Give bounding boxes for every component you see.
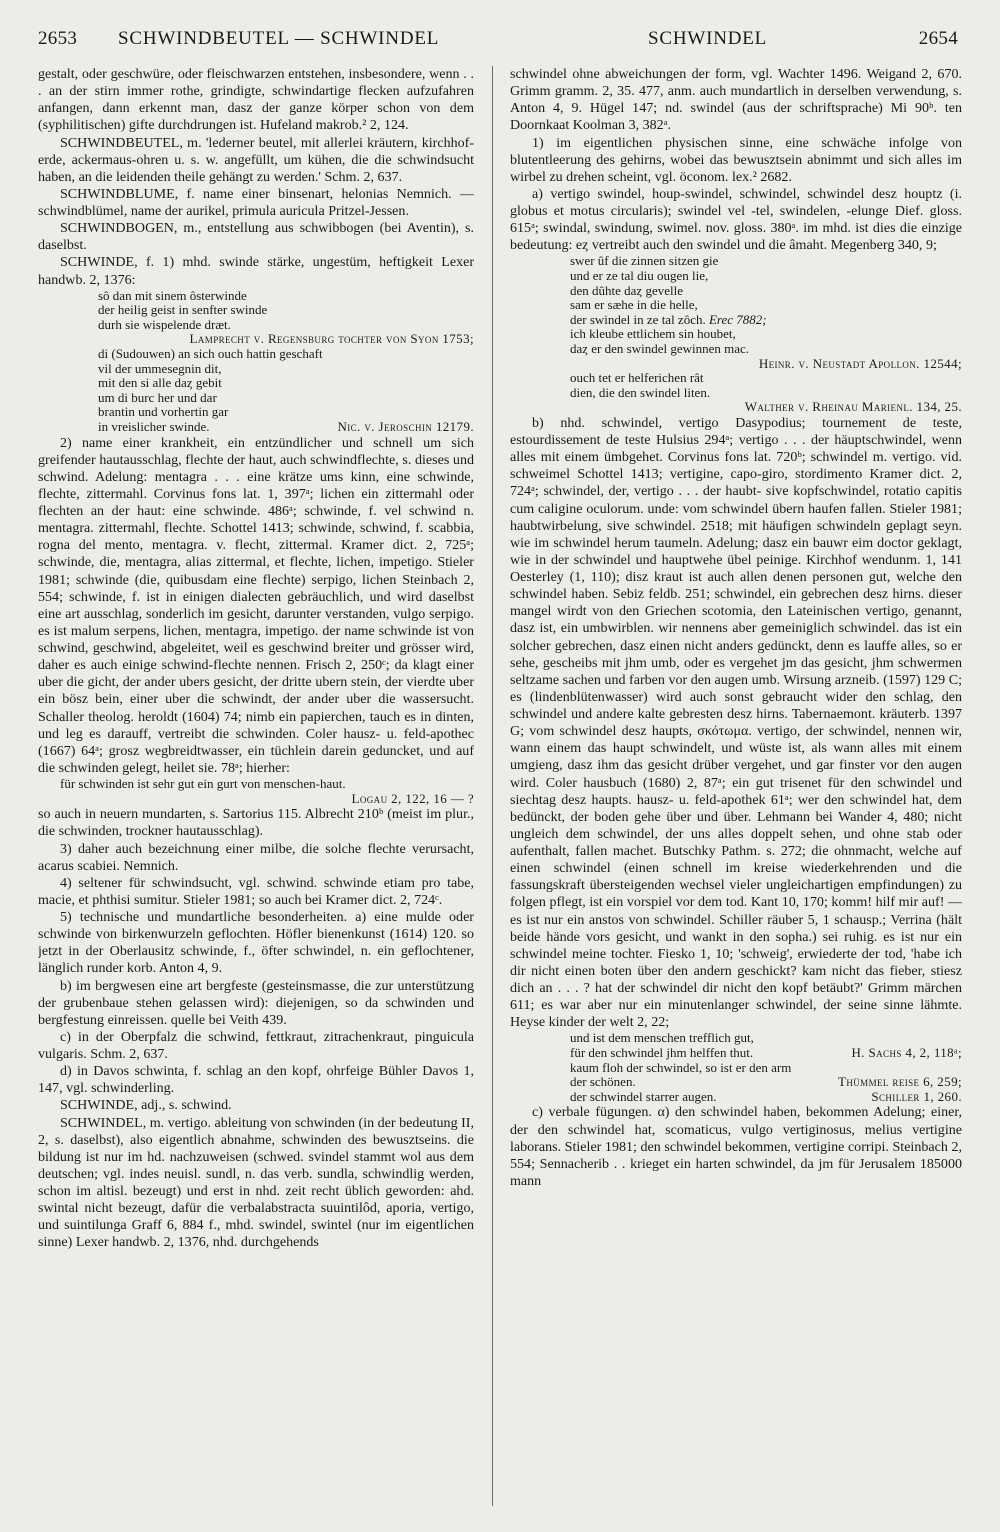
verse-line: ouch tet er helferichen rât: [570, 370, 704, 386]
verse-source: Nic. v. Jeroschin 12179.: [337, 418, 474, 434]
paragraph: schwindel ohne abweichungen der form, vgl. Wachter 1496. Weigand 2, 670. Grimm gramm. 2, 35. 477, anm. auch mundartlich in derselben verwendung, s. Anton 4, 9. Hügel 147; nd. swindel (aus der schriftsprache) Mi 90ᵇ. ten Doornkaat Koolman 3, 382ᵃ.: [510, 66, 962, 134]
verse-line: um di burc her und dar: [98, 389, 217, 405]
definition-5d: d) in Davos schwinta, f. schlag an den kopf, ohrfeige Bühler Davos 1, 147, vgl. schwinderling.: [38, 1063, 474, 1097]
verse-quote: [510, 254, 962, 327]
verse-source: Lamprecht v. Regensburg tochter von Syon 1753;: [189, 331, 474, 347]
definition-5c: c) in der Oberpfalz die schwind, fettkraut, zitrachenkraut, pinguicula vulgaris. Schm. 2, 637.: [38, 1028, 474, 1062]
verse-line: [98, 420, 474, 435]
verse-line: [570, 313, 962, 328]
running-title-right: SCHWINDEL: [648, 28, 768, 49]
verse-quote: [510, 1031, 962, 1104]
definition-2: 2) name einer krankheit, ein entzündlicher und schnell um sich greifender hautausschlag, flechte der haut, auch schwindflechte, s. dieses und schwind. Adelung: mentagra . . . eine krätze ums kinn, eine schwinde, flechte, zittermahl. Corvinus fons lat. 1, 397ᵃ; lichen ein zittermahl oder flechten an der haut: eine schwinde. 486ᵃ; schwinde, f. vel schwind n. mentagra. zittermahl, flechte. Schottel 1413; schwinde, schwind, f. scabbia, rogna del mento, mentagra. v. flecht, zittermal. Kramer dict. 2, 725ᵃ; schwinde, die, mentagra, alias zittermal, et flechte, lichen, impetigo. Stieler 1981; schwinde (die, quibusdam eine flechte) serpigo, lichen Steinbach 2, 554; schwinde, f. ist in einigen dialecten gebräuchlich, und wird daselbst eine art ausschlag, sonderlich im gesicht, darunter verstanden, vulgo serpigo. es ist malum serpens, lichen, mentagra, impetigo. der name schwinde ist von schwind, geschwind, abgeleitet, weil es geschwind breiter und grösser wird, daher es auch einige schwind-flechte nennen. Frisch 2, 250ᶜ; da klagt einer uber die gicht, der ander ubers gesicht, der dritte ubern stein, der vierdte uber ein bösz bein, einer uber die schwindt, der ander uber die wassersucht. Schaller theolog. heroldt (1604) 74; nimb ein papierchen, tauch es in dinten, und leg es darauff, vertreibt die schwinden. Coler hausz- u. feld-apothec (1667) 64ᵃ; grosz wegbreidtwasser, ein tüchlein darein geduncket, und auf die schwinden gelegt, heilet sie. 78ᵃ; hierher:: [38, 434, 474, 776]
verse-quote: [510, 371, 962, 415]
entry-schwindbogen: SCHWINDBOGEN, m., entstellung aus schwibbogen (bei Aventin), s. daselbst.: [38, 220, 474, 254]
verse-text: der schönen.: [570, 1074, 636, 1090]
definition-1c: c) verbale fügungen. α) den schwindel haben, bekommen Adelung; einer, der den schwindel hat, scomaticus, vulgo vertiginosus, melius vertigine laborans. Stieler 1981; den schwindel bekommen, vertigine corripi. Steinbach 2, 554; Sennacherib . . krieget ein harten schwindel, da jm für Jerusalem 185000 mann: [510, 1104, 962, 1189]
verse-text: für den schwindel jhm helffen thut.: [570, 1045, 754, 1060]
definition-5a: 5) technische und mundartliche besonderheiten. a) eine mulde oder schwinde von birkenwurzeln geflochten. Höfler bienenkunst (1614) 120. so jetzt in der Oberlausitz schwinde, f., öfter schwindel, n. ein geflochtener, länglich runder korb. Anton 4, 9.: [38, 909, 474, 977]
verse-source: Heinr. v. Neustadt Apollon. 12544;: [758, 355, 962, 371]
running-title-left: SCHWINDBEUTEL — SCHWINDEL: [118, 28, 440, 49]
verse-line: kaum floh der schwindel, so ist er den arm: [570, 1059, 792, 1075]
verse-line: ich kleube ettlichem sin houbet,: [570, 326, 736, 342]
verse-line: den dûhte daȥ gevelle: [570, 282, 683, 298]
definition-5b: b) im bergwesen eine art bergfeste (gesteinsmasse, die zur unterstützung der grubenbaue stehen gelassen wird): diejenigen, so da schwinden und bergfestung einreissen. quelle bei Veith 439.: [38, 977, 474, 1028]
entry-schwindblume: SCHWINDBLUME, f. name einer binsenart, helonias Nemnich. — schwindblümel, name der aurikel, primula auricula Pritzel-Jessen.: [38, 185, 474, 219]
paragraph: so auch in neuern mundarten, s. Sartorius 115. Albrecht 210ᵇ (meist im plur., die schwinden, trockner hautausschlag).: [38, 806, 474, 840]
verse-line: durh sie wispelende dræt.: [98, 316, 231, 332]
verse-line: sam er sæhe in die helle,: [570, 297, 698, 313]
verse-text: in vreislicher swinde.: [98, 418, 210, 434]
verse-line: und ist dem menschen trefflich gut,: [570, 1030, 754, 1046]
verse-source: Walther v. Rheinau Marienl. 134, 25.: [744, 399, 962, 415]
verse-line: der heilig geist in senfter swinde: [98, 302, 268, 318]
verse-line: und er ze tal diu ougen lie,: [570, 267, 709, 283]
verse-source: Thümmel reise 6, 259;: [838, 1074, 962, 1090]
verse-line: [570, 1046, 962, 1061]
definition-3: 3) daher auch bezeichnung einer milbe, die solche flechte verursacht, acarus scabiei. Nemnich.: [38, 840, 474, 874]
column-divider: [492, 66, 493, 1506]
verse-line: dien, die den swindel liten.: [570, 384, 711, 400]
page-number-right: 2654: [918, 28, 958, 49]
verse-line: vil der ummesegnin dit,: [98, 360, 222, 376]
verse-quote: [38, 289, 474, 347]
verse-line: sô dan mit sinem ôsterwinde: [98, 287, 247, 303]
verse-source: Logau 2, 122, 16 — ?: [351, 790, 474, 806]
verse-line: di (Sudouwen) an sich ouch hattin geschaft: [98, 346, 323, 361]
definition-4: 4) seltener für schwindsucht, vgl. schwind. schwinde etiam pro tabe, macie, et phthisi sumitur. Stieler 1981; so auch bei Kramer dict. 2, 724ᶜ.: [38, 874, 474, 908]
page-number-left: 2653: [38, 28, 78, 49]
verse-source: Schiller 1, 260.: [871, 1088, 962, 1104]
verse-line: mit den si alle daȥ gebit: [98, 375, 222, 391]
left-column: [38, 66, 474, 1516]
entry-schwinde-adj: SCHWINDE, adj., s. schwind.: [60, 1097, 232, 1114]
verse-text: der swindel in ze tal zôch.: [570, 311, 706, 327]
verse-line: für schwinden ist sehr gut ein gurt von menschen-haut.: [60, 776, 346, 792]
verse-line: brantin und vorhertin gar: [98, 404, 229, 420]
verse-line: swer ûf die zinnen sitzen gie: [570, 253, 719, 269]
verse-source: H. Sachs 4, 2, 118ᵃ;: [851, 1045, 962, 1060]
verse-line: [570, 1090, 962, 1105]
verse-quote: [510, 327, 962, 371]
verse-quote: [38, 347, 474, 435]
page-header: [0, 0, 1000, 64]
verse-line: daȥ er den swindel gewinnen mac.: [570, 340, 750, 356]
definition-1: 1) im eigentlichen physischen sinne, eine schwäche infolge von blutentleerung des gehirns, wobei das bewusztsein abnimmt und sich alles im wirbel zu drehen scheint, vgl. öconom. lex.² 2682.: [510, 134, 962, 185]
entry-schwindel: SCHWINDEL, m. vertigo. ableitung von schwinden (in der bedeutung II, 2, s. daselbst), also eigentlich abnahme, schwinden des bewusztseins. die bildung ist nur im hd. nachzuweisen (schwed. svindel stammt wol aus dem deutschen; vgl. indes neuisl. sundl, n. das verb. sundla, schwindlig werden, schon im altisl. bezeugt) und erst in nhd. zeit recht üblich geworden: ahd. swintal nicht bezeugt, dafür die verbalabstracta suuintilôd, aporia, vertigo, und suintilunga Graff 6, 884 f., mhd. swindel, swintel (nur im eigentlichen sinne) Lexer handwb. 2, 1376, nhd. durchgehends: [38, 1114, 474, 1251]
right-column: [510, 66, 962, 1516]
entry-schwindbeutel: SCHWINDBEUTEL, m. 'lederner beutel, mit allerlei kräutern, kirchhof-erde, ackermaus-ohren u. s. w. angefüllt, um kühen, die die schwindsucht haben, an die leidenden theile gehängt zu werden.' Schm. 2, 637.: [38, 134, 474, 185]
verse-quote: [38, 777, 474, 806]
definition-1b: b) nhd. schwindel, vertigo Dasypodius; tournement de teste, estourdissement de teste Hulsius 294ᵃ; vertigo . . . der häuptschwindel, wenn alles mit einem ümbgehet. Corvinus fons lat. 720ᵇ; schwindel m. vertigo. vid. schweimel Schottel 1413; vertigine, capo-giro, stordimento Kramer dict. 2, 724ᵃ; schwindel, der, vertigo . . . der haubt- sive kopfschwindel, rotatio capitis cum caligine oculorum. unde: vom schwindel übern haufen fallen. Stieler 1981; haubtwirbelung, sive schwindel. 2518; mit häufigen schwindeln geplagt seyn. wie im schwindel herum taumeln. Adelung; dasz ein bauwr eim doctor geklagt, wie in der schwindel und hauptwehe übel peinige. Kirchhof wendunm. 1, 141 Oesterley (1, 110); disz kraut ist auch allen denen personen gut, welche den schwindel haben. Sebiz feldb. 251; schwindel, ein gebrechen desz hirns. dieser mangel wirdt von den Griechen scotomia, den Lateinischen vertigo, genannt, dasz ist, ein umbwirblen. wir nennens aber gemeiniglich schwindel. das ist ein solcher gebrechen, dasz einen nicht anders gedünckt, denn es lauffe alles, so er sehe, gescheibs mit jhm umb, oder es vergehet jm das gesicht, jhm schwermen seltzame sachen und farben vor den augen umb. Wirsung arzneib. (1597) 129 C; es (lindenblütenwasser) wird auch sonst gebraucht wider den schlag, den schwindel und andere kalte gebresten desz hirns. Tabernaemont. kräuterb. 1397 G; vom schwindel desz haupts, σκότωμα. vertigo, der schwindel, nennen wir, wann einem das haupt schwindelt, und wüste ist, als wann alles mit einem umgieng, dasz ihm das gesicht drüber vergehet, und gar finster vor den augen wird. Coler hausbuch (1680) 2, 87ᵃ; ein gut trisenet für den schwindel und siechtag desz haupts. hausz- u. feld-apothek 61ᵃ; wer den schwindel hat, dem bedünckt, der boden gehe über und über. Lehmann bei Wander 4, 480; nicht ungleich dem schwindel, der uns alles doppelt sehen, und ohne stab oder aufenthalt, fallen machet. Butschky Pathm. s. 272; die ohnmacht, welche auf einen schwindel (einen schnell im kreise wiederkehrenden und die fassungskraft übersteigenden wechsel vieler ungleichartigen empfindungen) zu folgen pflegt, ist ein vorspiel vor dem tod. Kant 10, 170; komm! hilf mir auf! — es ist nur ein anstos von schwindel. Schiller räuber 5, 1 schausp.; Verrina (hält beide hände vors gesicht, und wankt in den sopha.) sei ruhig. es ist nur ein schwindel meine tochter. Fiesko 1, 10; 'schweig', erwiederte der tod, 'habe ich dir nicht einen boten über den andern geschickt? kam nicht das fieber, stiesz dich an . . . ? hat der schwindel dir nicht den kopf betäubt?' Grimm märchen 611; es war aber nur ein minutenlanger schwindel, der seine sinne lähmte. Heyse kinder der welt 2, 22;: [510, 414, 962, 1031]
verse-text: der schwindel starrer augen.: [570, 1088, 717, 1104]
definition-1a: a) vertigo swindel, houp-swindel, schwindel, schwindel desz houptz (i. globus et motus circularis); swindel vel -tel, swindelen, -elunge Dief. gloss. 615ᵃ; swindal, swindung, swimel. nov. gloss. 380ᵃ. im mhd. ist dies die einzige bedeutung: eȥ vertreibt auch den swindel und die âmaht. Megenberg 340, 9;: [510, 185, 962, 254]
verse-line: [570, 1075, 962, 1090]
entry-schwinde: SCHWINDE, f. 1) mhd. swinde stärke, ungestüm, heftigkeit Lexer handwb. 2, 1376:: [38, 254, 474, 288]
paragraph: gestalt, oder geschwüre, oder fleischwarzen entstehen, insbesondere, wenn . . . an der stirn immer rothe, grindigte, schwindartige flecken aufzufahren anfangen, dann erkennt man, dasz der ganze körper schon von dem (syphilitischen) gifte durchdrungen ist. Hufeland makrob.² 2, 124.: [38, 66, 474, 134]
verse-source: Erec 7882;: [708, 311, 767, 327]
